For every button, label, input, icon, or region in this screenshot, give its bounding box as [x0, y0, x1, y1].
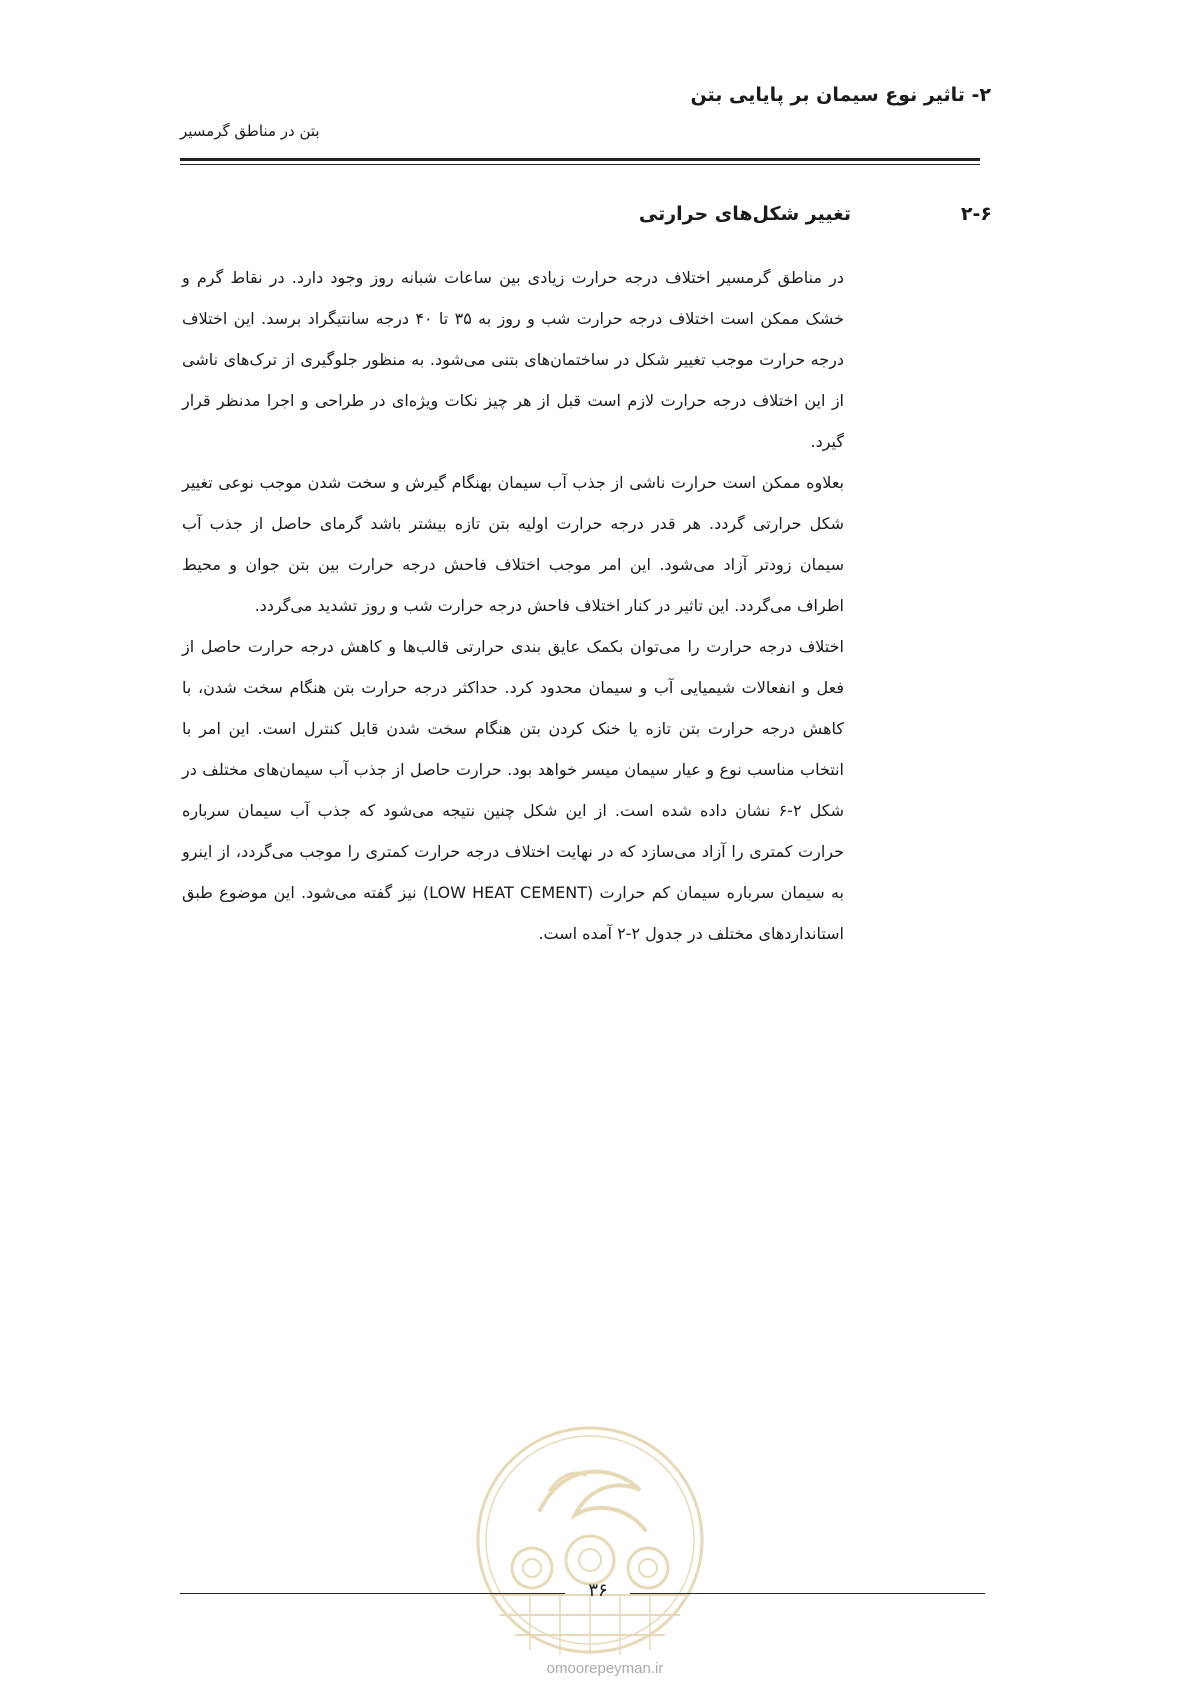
paragraph-1: در مناطق گرمسیر اختلاف درجه حرارت زیادی بین ساعات شبانه روز وجود دارد. در نقاط گرم و خشک ممکن است اختلاف درجه حرارت شب و روز به ۳۵ تا ۴۰ درجه سانتیگراد برسد. این اختلاف درجه حرارت موجب تغییر شکل در ساختمان‌های بتنی می‌شود. به منظور جلوگیری از ترک‌های ناشی از این اختلاف درجه حرارت لازم است قبل از هر چیز نکات ویژه‌ای در طراحی و اجرا مدنظر قرار گیرد. [182, 268, 845, 451]
page-number: ۳۶ [588, 1580, 608, 1601]
header-rule-thick [180, 158, 980, 161]
header-rule-thin [180, 164, 980, 165]
section-number: ۲-۶ [960, 203, 992, 225]
running-header: بتن در مناطق گرمسیر [180, 122, 320, 140]
section-title: تغییر شکل‌های حرارتی [638, 203, 851, 225]
watermark-seal [470, 1420, 710, 1660]
paragraph-3: اختلاف درجه حرارت را می‌توان بکمک عایق بندی حرارتی قالب‌ها و کاهش درجه حرارت حاصل از فعل و انفعالات شیمیایی آب و سیمان محدود کرد. حداکثر درجه حرارت بتن هنگام سخت شدن، با کاهش درجه حرارت بتن تازه یا خنک کردن بتن هنگام سخت شدن قابل کنترل است. این امر با انتخاب مناسب نوع و عیار سیمان میسر خواهد بود. حرارت حاصل از جذب آب سیمان‌های مختلف در شکل ۲-۶ نشان داده شده است. از این شکل چنین نتیجه می‌شود که جذب آب سیمان سرباره حرارت کمتری را آزاد می‌سازد که در نهایت اختلاف درجه حرارت کمتری را موجب می‌گردد، از اینرو به سیمان سرباره سیمان کم حرارت (LOW HEAT CEMENT) نیز گفته می‌شود. این موضوع طبق استانداردهای مختلف در جدول ۲-۲ آمده است. [182, 637, 845, 943]
footer-rule-right [630, 1593, 985, 1594]
chapter-title: ۲- تاثیر نوع سیمان بر پایایی بتن [690, 84, 991, 106]
website-watermark: omoorepeyman.ir [546, 1660, 664, 1677]
body-text [182, 257, 844, 954]
paragraph-2: بعلاوه ممکن است حرارت ناشی از جذب آب سیمان بهنگام گیرش و سخت شدن موجب نوعی تغییر شکل حرارتی گردد. هر قدر درجه حرارت اولیه بتن تازه بیشتر باشد گرمای حاصل از جذب آب سیمان زودتر آزاد می‌شود. این امر موجب اختلاف فاحش درجه حرارت بین بتن جوان و محیط اطراف می‌گردد. این تاثیر در کنار اختلاف فاحش درجه حرارت شب و روز تشدید می‌گردد. [182, 473, 844, 615]
footer-rule-left [180, 1593, 565, 1594]
